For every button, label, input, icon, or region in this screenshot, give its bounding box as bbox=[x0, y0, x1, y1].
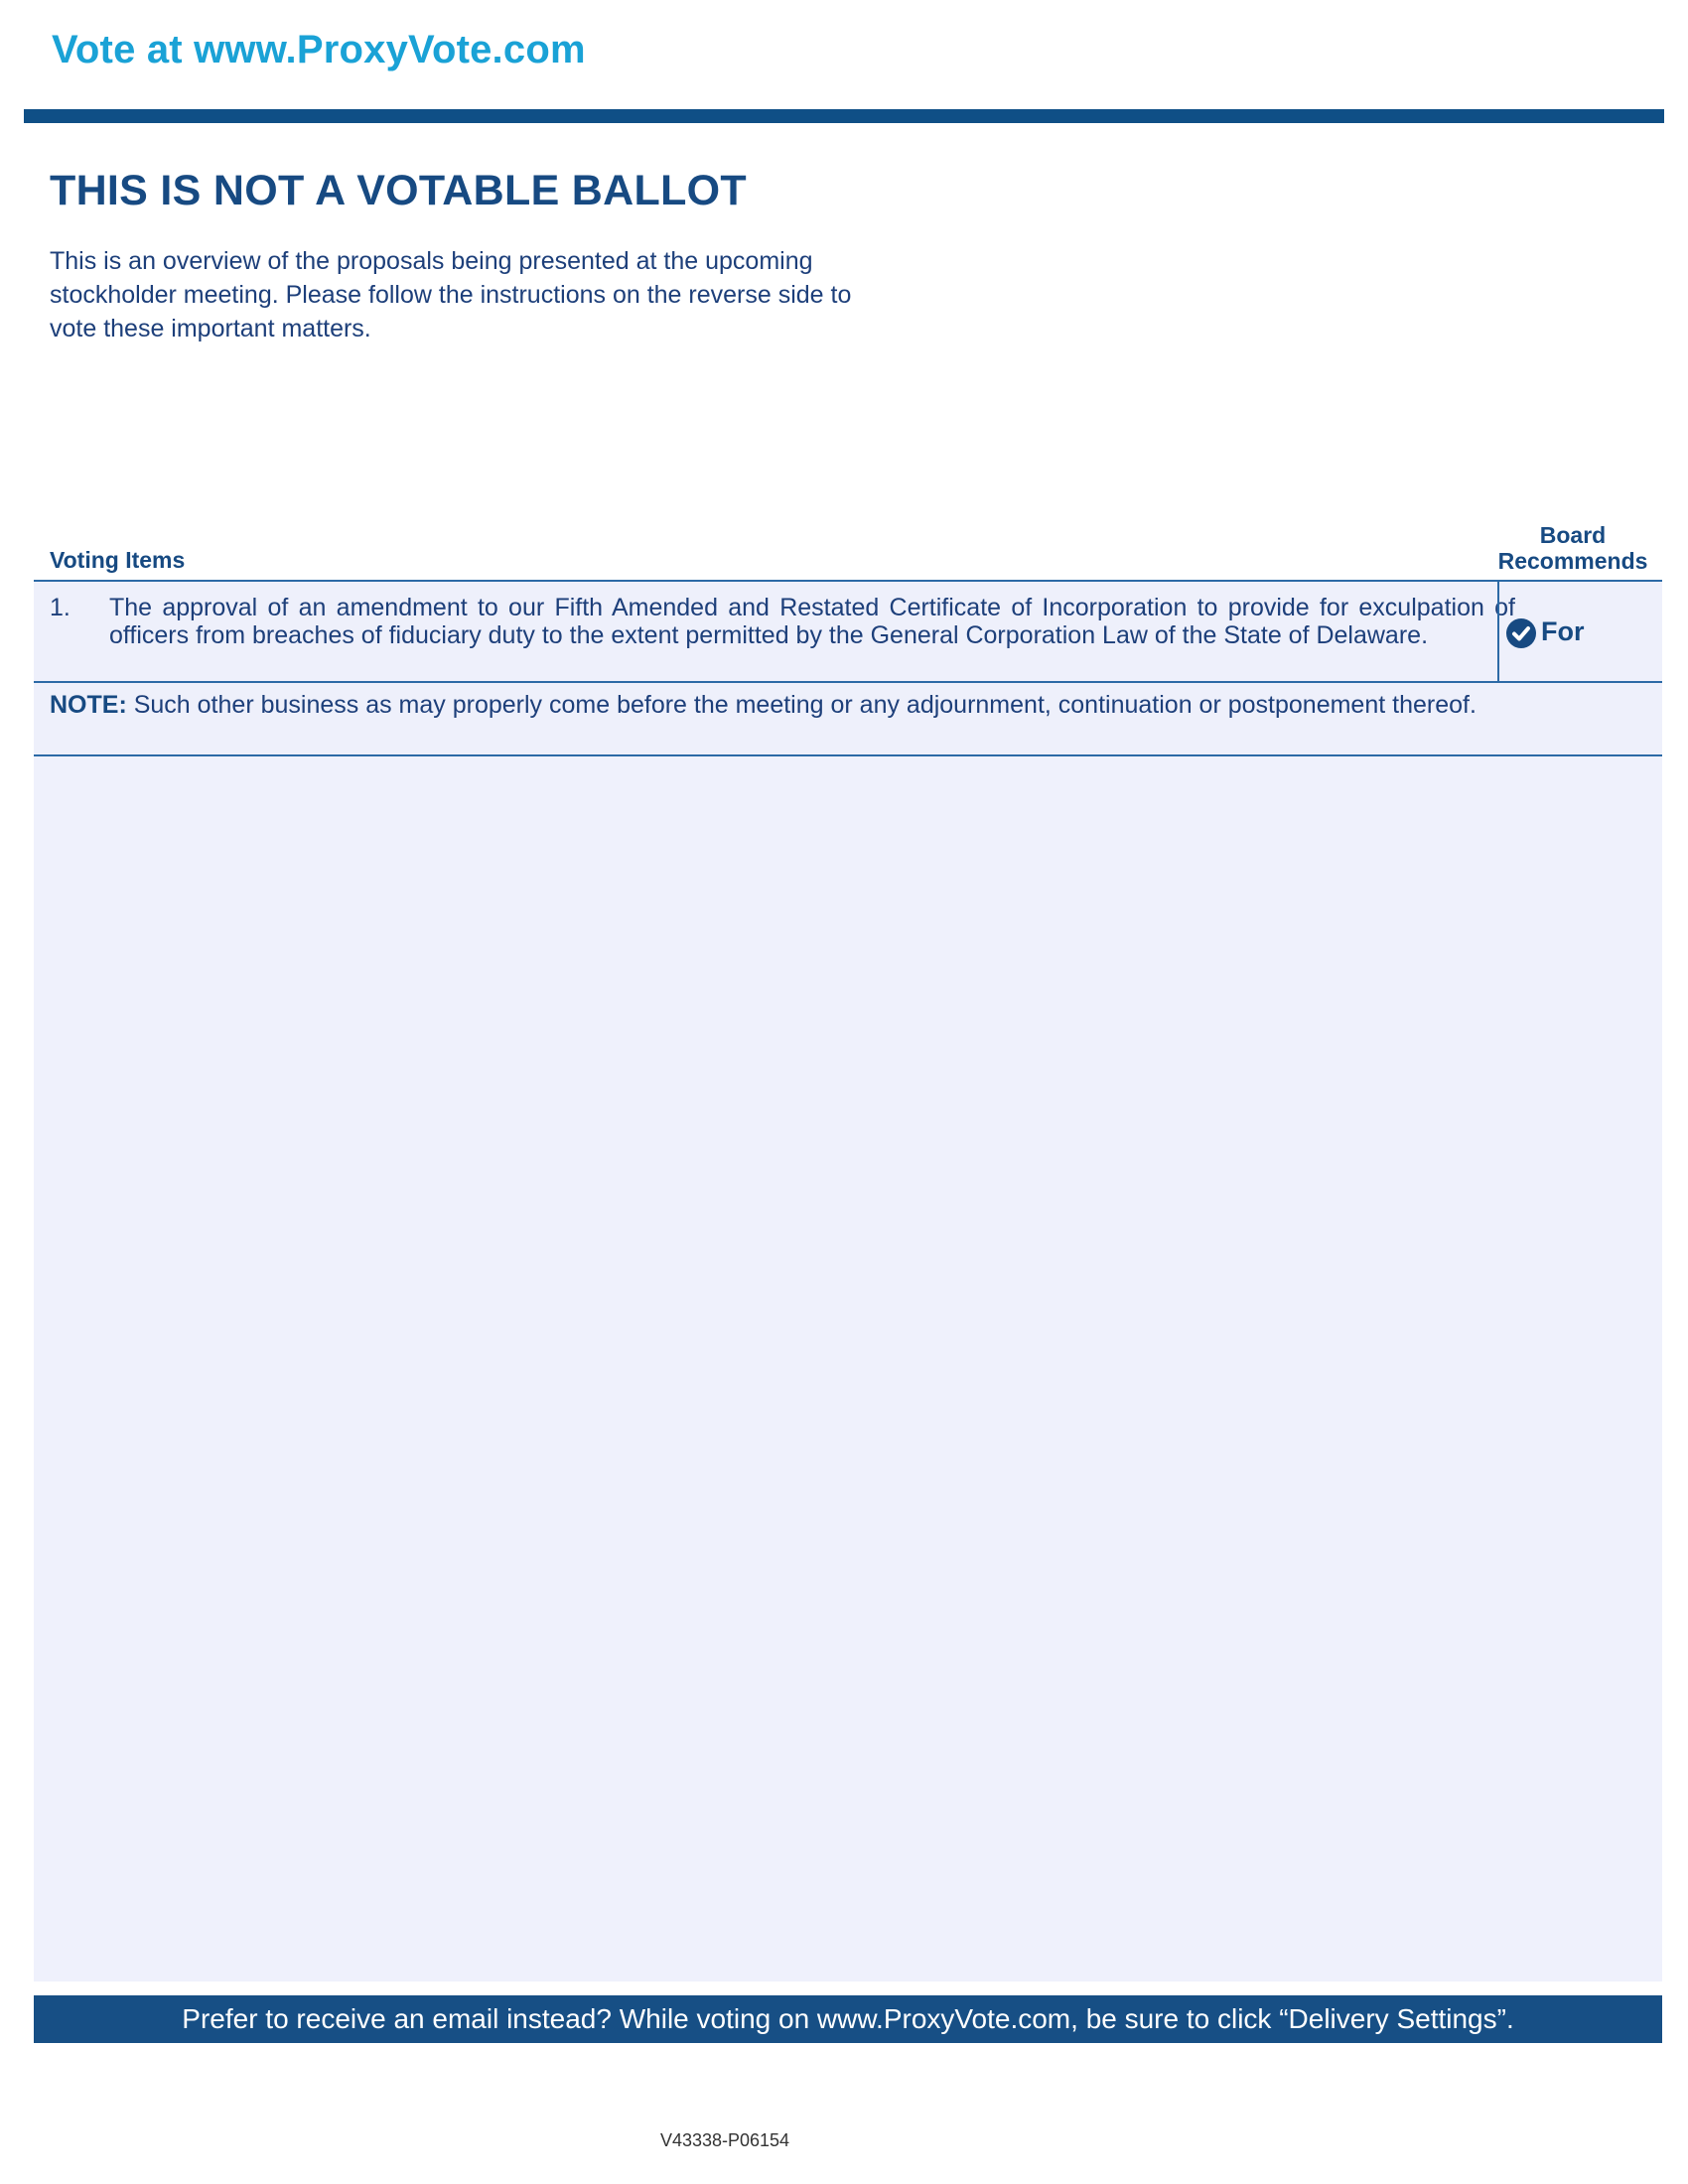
header-divider bbox=[24, 109, 1664, 123]
voting-items-table bbox=[34, 516, 1662, 756]
item-number: 1. bbox=[50, 594, 70, 621]
note-text bbox=[50, 691, 1509, 720]
note-row bbox=[34, 683, 1662, 756]
intro-paragraph: This is an overview of the proposals being presented at the upcoming stockholder meeting. Please follow the instructions on the reverse side to vote these important matters. bbox=[50, 247, 852, 342]
item-description: The approval of an amendment to our Fifth Amended and Restated Certificate of Incorporation to provide for exculpation of officers from breaches of fiduciary duty to the extent permitted by the General Corporation Law of the State of Delaware. bbox=[109, 594, 1515, 649]
delivery-settings-banner: Prefer to receive an email instead? While voting on www.ProxyVote.com, be sure to click “Delivery Settings”. bbox=[34, 1995, 1662, 2043]
voting-item-row bbox=[34, 582, 1662, 683]
voting-items-header: Voting Items bbox=[50, 547, 186, 573]
blank-panel bbox=[34, 756, 1662, 1981]
check-circle-icon bbox=[1505, 617, 1537, 649]
note-label: NOTE: bbox=[50, 691, 127, 719]
recommendation-cell bbox=[1497, 582, 1662, 681]
board-recommends-header: Board Recommends bbox=[1497, 522, 1648, 574]
table-header bbox=[34, 516, 1662, 582]
note-body: Such other business as may properly come before the meeting or any adjournment, continuation or postponement thereof. bbox=[126, 691, 1477, 719]
page-title: THIS IS NOT A VOTABLE BALLOT bbox=[50, 167, 747, 214]
recommendation-label: For bbox=[1541, 616, 1585, 646]
document-code: V43338-P06154 bbox=[659, 2130, 790, 2150]
proxyvote-link[interactable]: Vote at www.ProxyVote.com bbox=[52, 28, 586, 71]
